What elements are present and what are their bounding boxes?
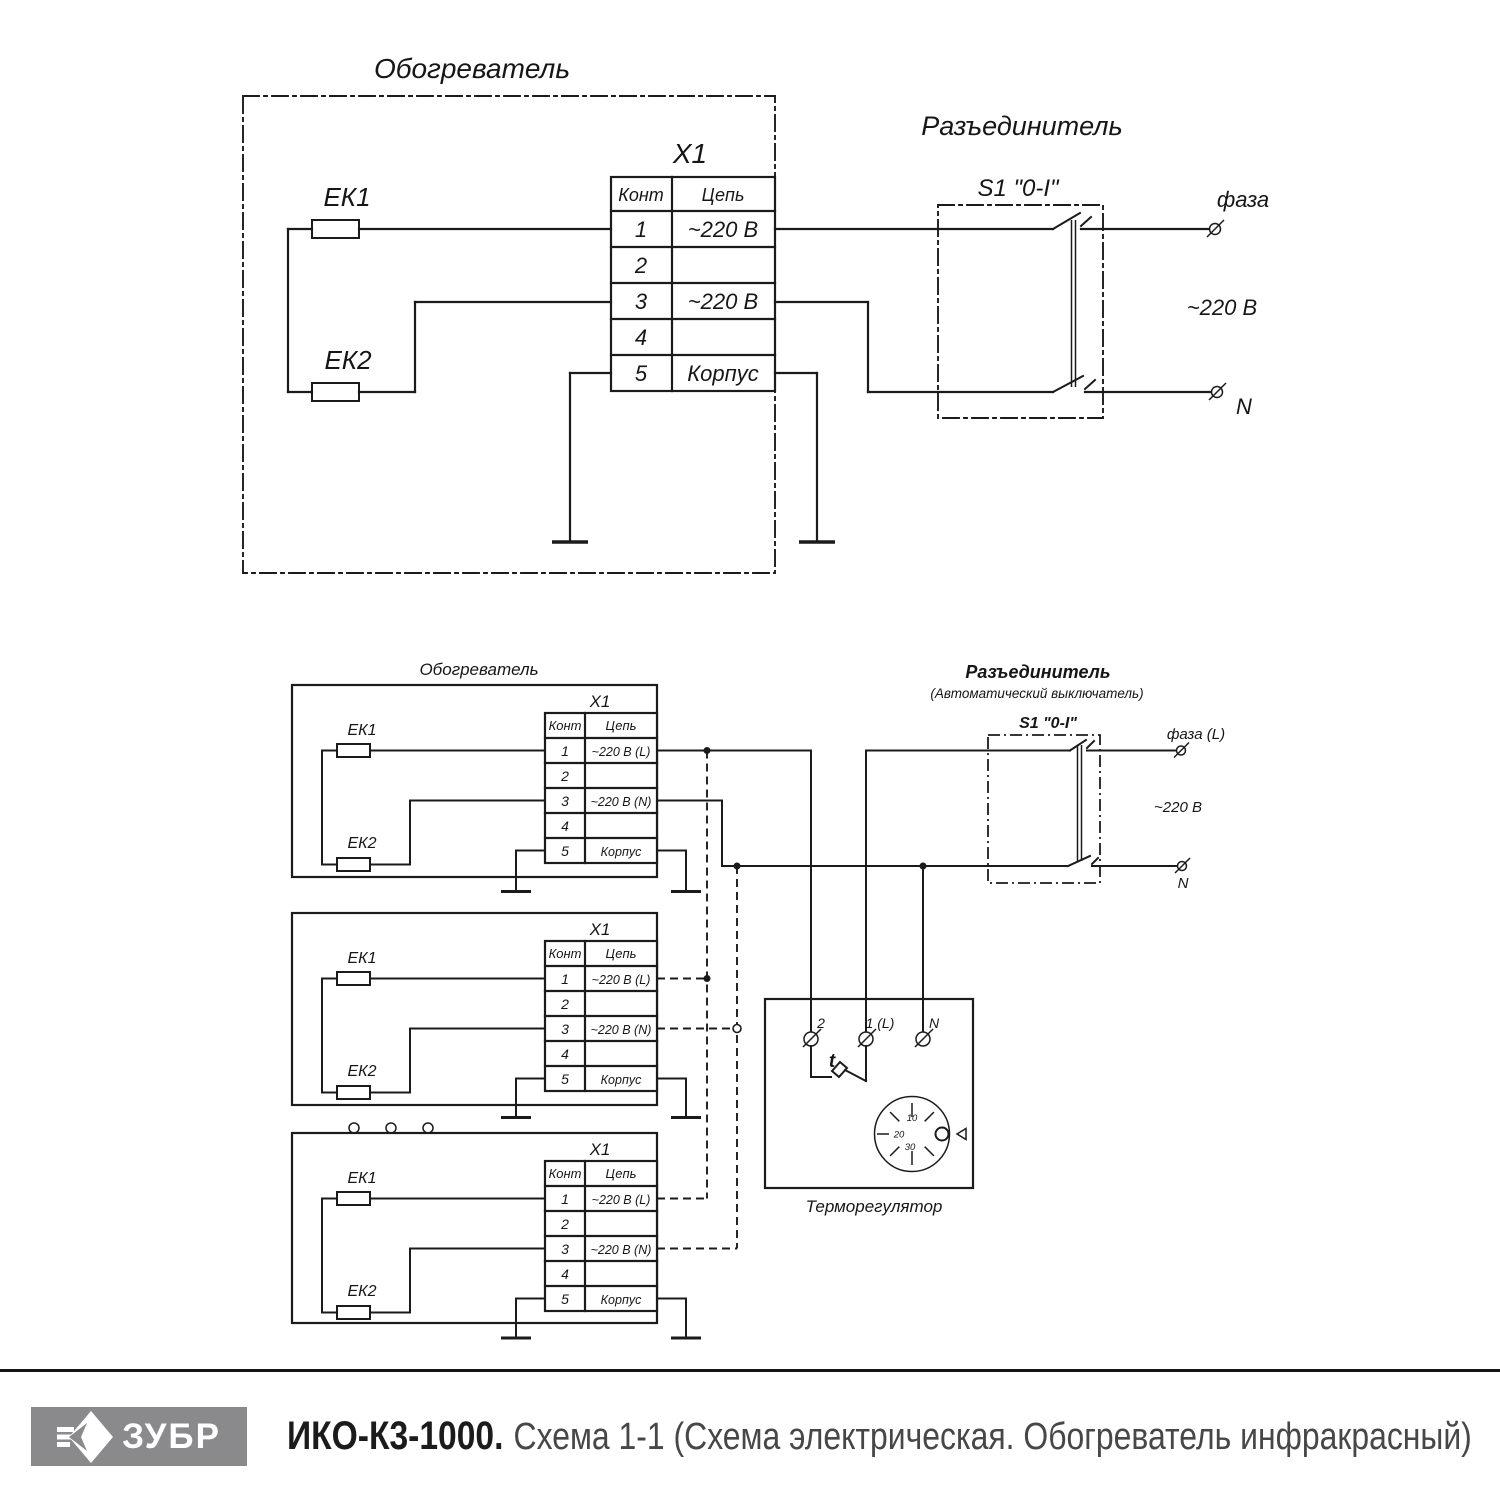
top-voltage-label: ~220 В [1186,295,1258,320]
thermostat-terminalN-label: N [928,1015,940,1031]
pin-1: 1 [561,743,569,759]
circuit-3: ~220 В (N) [590,1023,652,1037]
pin-3: 3 [561,1241,569,1257]
brand-name: ЗУБР [122,1416,221,1456]
circuit-3: ~220 В (N) [590,795,652,809]
dial-knob-icon [936,1128,949,1141]
thermostat-title: Терморегулятор [805,1197,943,1216]
bottom-heater-1 [292,660,701,892]
col-pin-header: Конт [618,185,664,205]
pin-2: 2 [561,996,569,1012]
heater1-connector-label: X1 [589,692,611,711]
col-circuit-header: Цепь [605,946,637,961]
top-neutral-label: N [1236,394,1252,419]
circuit-1: ~220 В [687,217,759,242]
ek2-label: ЕК2 [324,345,372,375]
ek2-label: ЕК2 [347,835,377,852]
top-disconnector-boundary [938,205,1103,418]
document-title [287,1414,1472,1459]
col-circuit-header: Цепь [605,718,637,733]
switch-contacts-icon [1053,213,1095,392]
thermostat [765,999,973,1216]
brand-logo [31,1407,247,1466]
circuit-5: Корпус [687,361,759,386]
pin-1: 1 [634,217,648,242]
top-diagram [243,53,1269,573]
pin-3: 3 [634,289,648,314]
circuit-1: ~220 В (L) [591,1193,651,1207]
pin-4: 4 [561,818,569,834]
bottom-disconnector-subtitle: (Автоматический выключатель) [930,686,1144,701]
heater3-connector-label: X1 [589,1140,611,1159]
bottom-voltage-label: ~220 В [1154,799,1202,816]
bottom-switch-label: S1 "0-I" [1019,715,1077,732]
pin-4: 4 [634,325,648,350]
circuit-1: ~220 В (L) [591,973,651,987]
top-disconnector-title: Разъединитель [921,111,1123,141]
ek1-label: ЕК1 [347,950,377,967]
thermostat-terminal2-label: 2 [817,1015,825,1031]
pin-5: 5 [561,1071,569,1087]
circuit-1: ~220 В (L) [591,745,651,759]
pin-5: 5 [634,361,648,386]
top-supply-wires [775,229,1053,392]
bottom-disconnector [930,662,1225,892]
ek2-resistor [337,1086,370,1099]
col-circuit-header: Цепь [605,1166,637,1181]
pin-5: 5 [561,843,569,859]
pin-3: 3 [561,793,569,809]
pin-5: 5 [561,1291,569,1307]
heater2-terminal-table [545,941,657,1091]
footer-divider [0,1369,1500,1372]
circuit-5: Корпус [600,1293,642,1307]
junction-dot [920,863,927,870]
col-circuit-header: Цепь [701,185,745,205]
ek1-label: ЕК1 [347,1170,377,1187]
junction-dot [704,975,711,982]
heater1-title: Обогреватель [419,660,539,679]
circuit-5: Корпус [600,845,642,859]
pin-4: 4 [561,1266,569,1282]
pin-3: 3 [561,1021,569,1037]
circuit-3: ~220 В [687,289,759,314]
thermal-t-label: t [828,1051,836,1072]
top-heater-unit [243,53,835,573]
pin-2: 2 [634,253,648,278]
pin-2: 2 [561,768,569,784]
pin-2: 2 [561,1216,569,1232]
top-heater-title: Обогреватель [373,53,571,84]
ek1-resistor [312,220,359,238]
ek2-resistor [337,858,370,871]
bottom-heater-3 [292,1133,701,1338]
top-terminal-table [611,177,775,391]
ek1-resistor [337,1192,370,1205]
model-number: ИКО-К3-1000. [287,1414,504,1458]
ek1-resistor [337,744,370,757]
bottom-neutral-label: N [1177,875,1189,892]
top-heating-elements [312,182,372,401]
bottom-disconnector-boundary [988,735,1100,883]
ek1-resistor [337,972,370,985]
col-pin-header: Конт [548,718,582,733]
col-pin-header: Конт [548,946,582,961]
thermostat-terminal1-label: 1 (L) [865,1015,895,1031]
top-disconnector [921,111,1211,418]
top-connector-label: X1 [672,138,708,169]
bottom-diagram [292,660,1225,1338]
ek1-label: ЕК1 [347,722,377,739]
bottom-heater-2 [292,913,701,1133]
zubr-arrow-icon [57,1411,113,1463]
col-pin-header: Конт [548,1166,582,1181]
ek2-resistor [312,383,359,401]
top-mains-terminals [1187,187,1269,419]
top-switch-label: S1 "0-I" [977,175,1059,202]
ek2-label: ЕК2 [347,1283,377,1300]
dial-mark-30: 30 [904,1142,916,1153]
heater1-terminal-table [545,713,657,863]
ek1-label: ЕК1 [323,182,371,212]
ek2-label: ЕК2 [347,1063,377,1080]
ek2-resistor [337,1306,370,1319]
circuit-3: ~220 В (N) [590,1243,652,1257]
scheme-description: Схема 1-1 (Схема электрическая. Обогреватель инфракрасный) [513,1416,1472,1458]
dial-mark-20: 20 [893,1129,905,1141]
circuit-5: Корпус [600,1073,642,1087]
pin-1: 1 [561,1191,569,1207]
junction-node [733,1025,741,1033]
bottom-disconnector-title: Разъединитель [965,662,1111,682]
dial-mark-10: 10 [906,1113,918,1124]
pin-1: 1 [561,971,569,987]
top-phase-label: фаза [1216,187,1270,212]
pin-4: 4 [561,1046,569,1062]
switch-contacts-icon [1068,740,1098,866]
bottom-phase-label: фаза (L) [1166,726,1226,743]
heater2-connector-label: X1 [589,920,611,939]
more-heaters-ellipsis-icon [349,1123,433,1133]
heater3-terminal-table [545,1161,657,1311]
